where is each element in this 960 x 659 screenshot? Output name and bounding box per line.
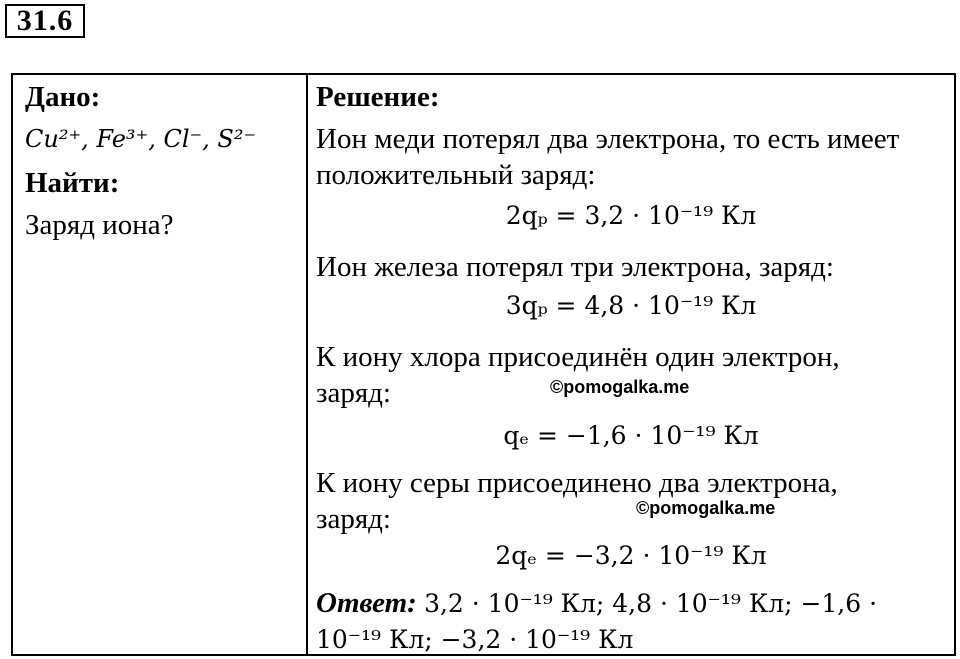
equation-sulfur: 2qₑ = −3,2 · 10⁻¹⁹ Кл: [495, 541, 767, 570]
problem-number: 31.6: [5, 4, 85, 38]
solution-line-1: Ион меди потерял два электрона, то есть имеет: [316, 123, 900, 155]
answer-values-1: 3,2 · 10⁻¹⁹ Кл; 4,8 · 10⁻¹⁹ Кл; −1,6 ·: [424, 589, 878, 618]
answer-line-2: [316, 623, 633, 656]
solution-line-6: К иону серы присоединено два электрона,: [316, 467, 838, 499]
equation-iron: 3qₚ = 4,8 · 10⁻¹⁹ Кл: [505, 291, 757, 320]
solution-line-5: заряд:: [316, 377, 391, 409]
solution-line-4: К иону хлора присоединён один электрон,: [316, 341, 840, 373]
solution-line-3: Ион железа потерял три электрона, заряд:: [316, 251, 834, 283]
equation-chlorine: qₑ = −1,6 · 10⁻¹⁹ Кл: [503, 421, 759, 450]
given-ions: Cu²⁺, Fe³⁺, Cl⁻, S²⁻: [25, 125, 257, 153]
answer-line-1: [316, 587, 877, 620]
find-heading: Найти:: [25, 167, 120, 199]
watermark-1: ©pomogalka.me: [550, 377, 690, 397]
answer-label: Ответ:: [316, 587, 417, 619]
equation-copper: 2qₚ = 3,2 · 10⁻¹⁹ Кл: [505, 201, 757, 230]
find-text: Заряд иона?: [25, 209, 174, 241]
answer-values-2: 10⁻¹⁹ Кл; −3,2 · 10⁻¹⁹ Кл: [316, 625, 634, 654]
given-heading: Дано:: [25, 81, 101, 113]
solution-line-7: заряд:: [316, 503, 391, 535]
column-divider: [306, 75, 308, 654]
watermark-2: ©pomogalka.me: [636, 498, 776, 518]
solution-heading: Решение:: [316, 81, 440, 113]
solution-line-2: положительный заряд:: [316, 159, 596, 191]
solution-table: [11, 73, 956, 656]
